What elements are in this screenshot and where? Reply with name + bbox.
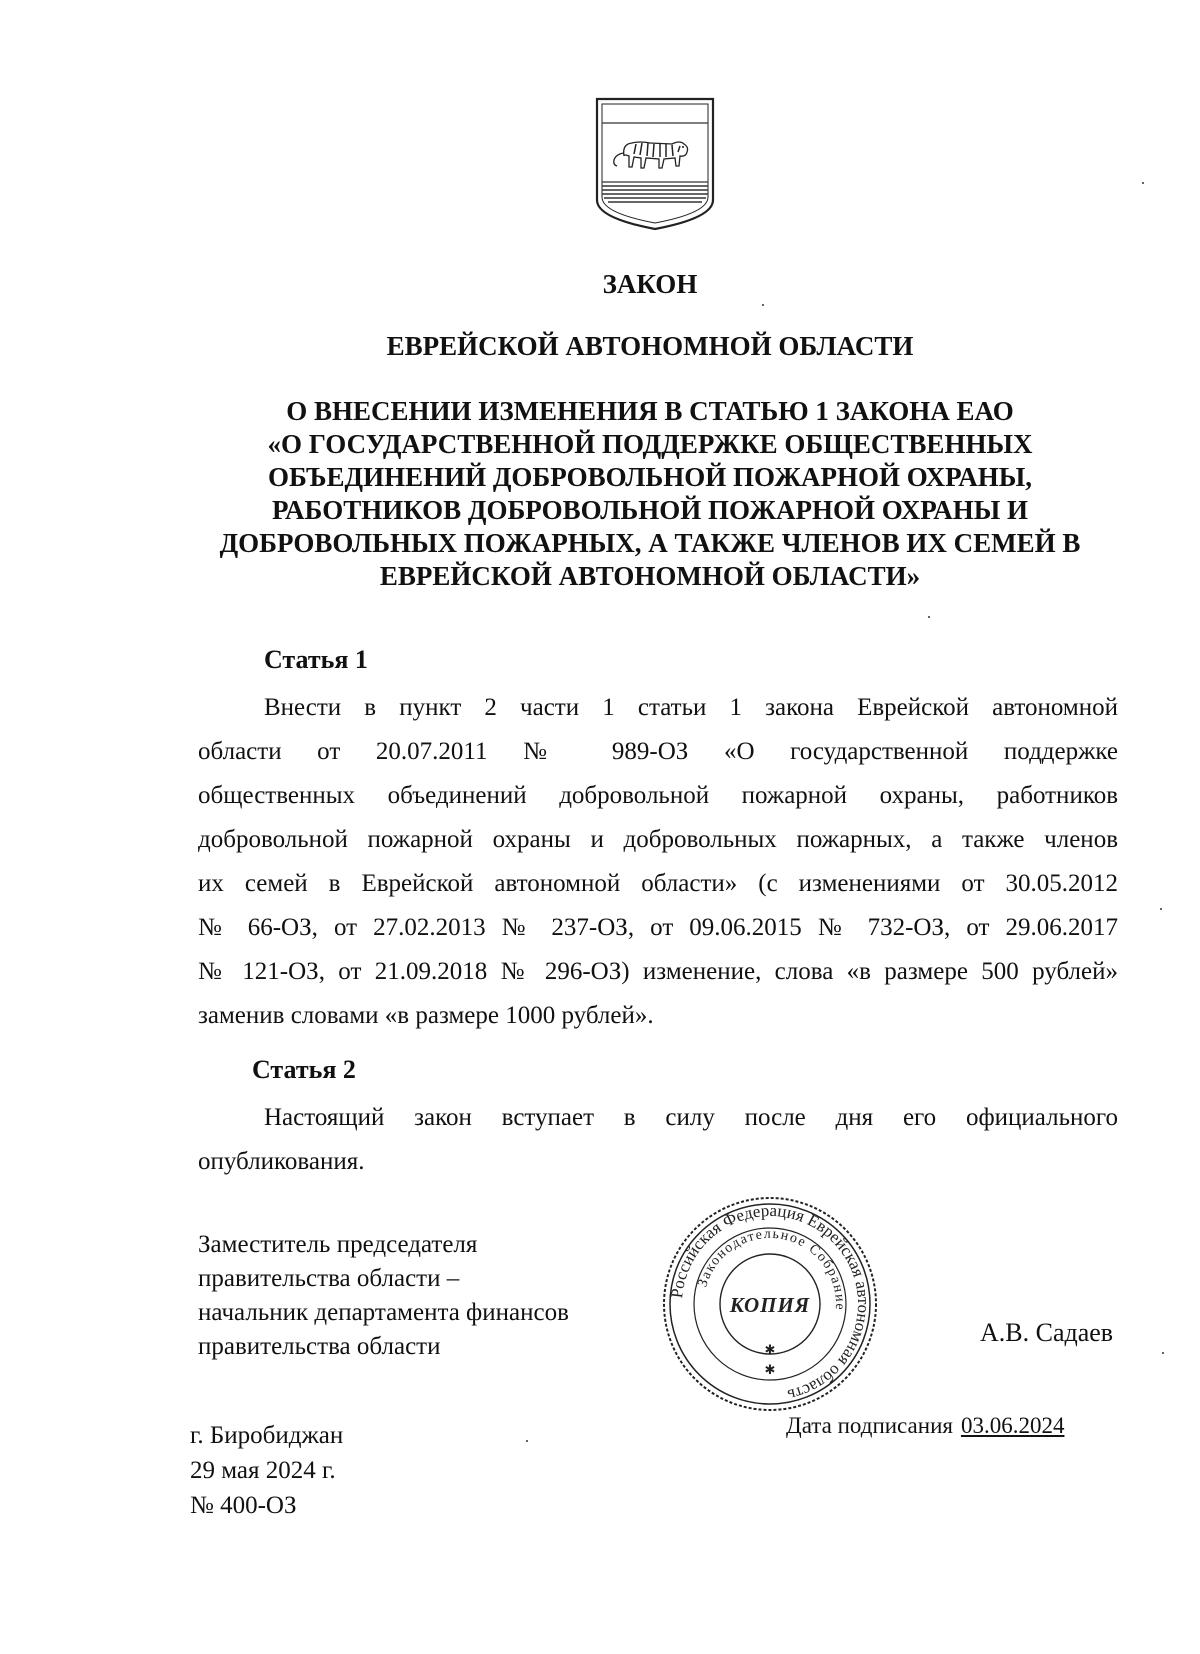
signatory-position-line: правительства области	[198, 1333, 441, 1360]
tiger-coat-of-arms-icon	[594, 96, 716, 232]
scan-speck	[928, 616, 930, 618]
article-1-line: Внести в пункт 2 части 1 статьи 1 закона Еврейской автономной	[264, 694, 1118, 721]
law-title-line: РАБОТНИКОВ ДОБРОВОЛЬНОЙ ПОЖАРНОЙ ОХРАНЫ И	[272, 495, 1028, 525]
stamp-inner-text: Законодательное Собрание	[695, 1226, 848, 1312]
law-title-line: О ВНЕСЕНИИ ИЗМЕНЕНИЯ В СТАТЬЮ 1 ЗАКОНА ЕАО	[286, 396, 1014, 426]
scan-speck	[1142, 182, 1144, 184]
stamp-star-icon: ✱	[764, 1362, 776, 1377]
scan-speck	[1160, 908, 1162, 910]
article-2-title: Статья 2	[252, 1055, 356, 1084]
place-line: г. Биробиджан	[190, 1422, 344, 1449]
signing-date	[786, 1413, 1064, 1439]
law-number-line: № 400-ОЗ	[190, 1492, 297, 1519]
article-1-line: общественных объединений добровольной пожарной охраны, работников	[198, 782, 1118, 809]
stamp-center-text: КОПИЯ	[729, 1293, 811, 1317]
article-2-line: опубликования.	[198, 1148, 365, 1175]
signatory-name: А.В. Садаев	[980, 1318, 1114, 1347]
signatory-position	[198, 1228, 569, 1364]
signatory-position-line: Заместитель председателя	[198, 1231, 478, 1258]
stamp-star-icon: ✱	[764, 1342, 776, 1357]
date-line: 29 мая 2024 г.	[190, 1457, 336, 1484]
article-1-line: добровольной пожарной охраны и добровольных пожарных, а также членов	[198, 826, 1118, 853]
article-1-title: Статья 1	[264, 645, 368, 674]
signatory-position-line: правительства области –	[198, 1265, 460, 1292]
article-1-line: № 121-ОЗ, от 21.09.2018 № 296-ОЗ) изменение, слова «в размере 500 рублей»	[198, 958, 1118, 985]
article-1-line: их семей в Еврейской автономной области» (с изменениями от 30.05.2012	[198, 870, 1118, 897]
document-type-heading: ЗАКОН	[602, 269, 698, 299]
signing-date-value: 03.06.2024	[960, 1413, 1065, 1438]
article-2-line: Настоящий закон вступает в силу после дня его официального	[264, 1104, 1118, 1131]
law-title-line: ДОБРОВОЛЬНЫХ ПОЖАРНЫХ, А ТАКЖЕ ЧЛЕНОВ ИХ СЕМЕЙ В	[219, 528, 1081, 558]
signing-date-label: Дата подписания	[786, 1413, 953, 1438]
law-title-line: ЕВРЕЙСКОЙ АВТОНОМНОЙ ОБЛАСТИ»	[379, 561, 921, 591]
official-seal-stamp	[658, 1192, 882, 1416]
place-date-number	[190, 1418, 343, 1523]
law-title-line: ОБЪЕДИНЕНИЙ ДОБРОВОЛЬНОЙ ПОЖАРНОЙ ОХРАНЫ,	[268, 462, 1032, 492]
article-1-line: области от 20.07.2011 № 989-ОЗ «О государственной поддержке	[198, 738, 1118, 765]
article-2-text	[198, 1096, 1118, 1184]
stamp-outer-text: Российская Федерация Еврейская автономная область	[667, 1200, 874, 1406]
signatory-position-line: начальник департамента финансов	[198, 1299, 569, 1326]
scan-speck	[1162, 1352, 1164, 1354]
law-title-line: «О ГОСУДАРСТВЕННОЙ ПОДДЕРЖКЕ ОБЩЕСТВЕННЫХ	[267, 429, 1033, 459]
article-1-text	[198, 686, 1118, 1038]
scan-speck	[526, 1440, 528, 1442]
article-1-line: № 66-ОЗ, от 27.02.2013 № 237-ОЗ, от 09.06.2015 № 732-ОЗ, от 29.06.2017	[198, 914, 1118, 941]
scan-speck	[762, 304, 764, 306]
article-1-line: заменив словами «в размере 1000 рублей».	[198, 1002, 654, 1029]
law-title	[180, 395, 1120, 593]
region-heading: ЕВРЕЙСКОЙ АВТОНОМНОЙ ОБЛАСТИ	[386, 331, 914, 361]
